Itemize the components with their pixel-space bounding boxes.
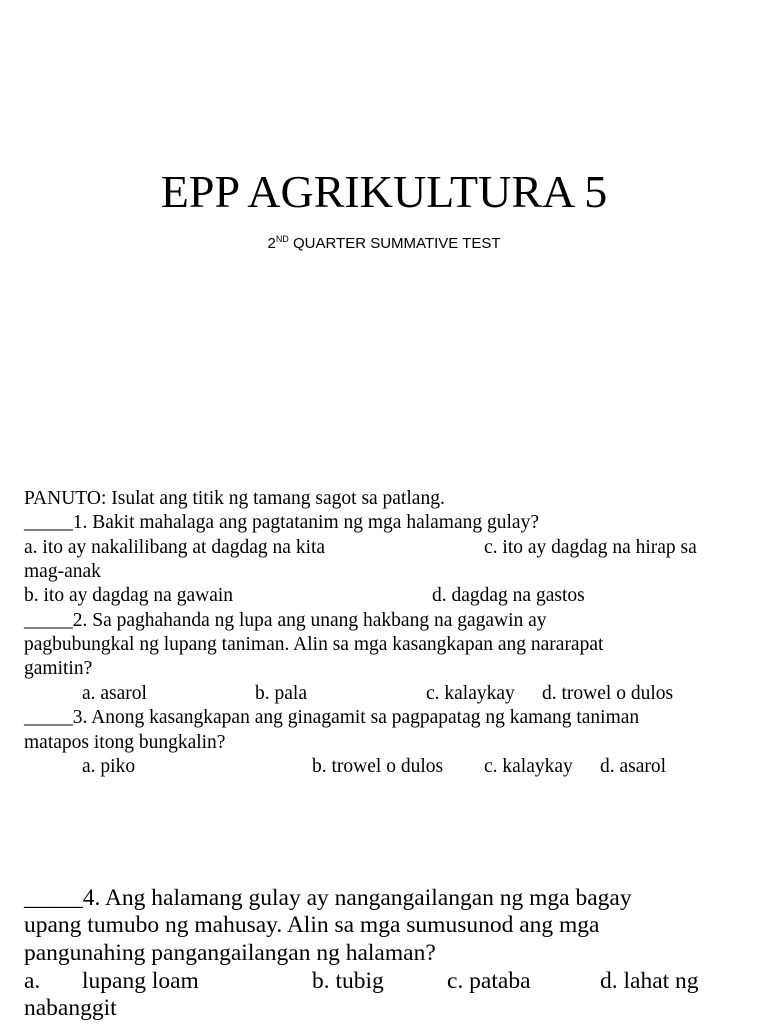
question-1-choice-d: d. dagdag na gastos [432,585,585,606]
page-subtitle [0,229,768,254]
question-2-choice-d: d. trowel o dulos [542,683,674,704]
question-1-choice-a: a. ito ay nakalilibang at dagdag na kita [24,537,326,558]
question-4-choice-a-text: lupang loam [82,968,199,994]
question-4-choice-d-cont: nabanggit [24,995,117,1021]
question-3-choice-a: a. piko [82,756,136,777]
question-3-choice-d: d. asarol [600,756,667,777]
question-2-choice-c: c. kalaykay [426,683,515,704]
question-2-choice-a: a. asarol [82,683,147,704]
quarter-rest: QUARTER SUMMATIVE TEST [288,235,501,252]
question-1-choice-c-cont: mag-anak [24,561,101,582]
quarter-number: 2 [267,235,276,252]
question-3-choice-b: b. trowel o dulos [312,756,444,777]
question-1-choice-c: c. ito ay dagdag na hirap sa [484,537,697,558]
question-4-choice-d: d. lahat ng [600,968,699,994]
question-4-choice-a-letter: a. [24,968,41,994]
question-4-choice-c: c. pataba [447,968,531,994]
question-2-stem-line-3: gamitin? [24,658,93,679]
question-1-stem: _____1. Bakit mahalaga ang pagtatanim ng mga halamang gulay? [24,512,539,533]
question-2-choice-b: b. pala [255,683,307,704]
question-2-stem-line-2: pagbubungkal ng lupang taniman. Alin sa mga kasangkapan ang nararapat [24,634,604,655]
question-4-stem-line-1: _____4. Ang halamang gulay ay nangangailangan ng mga bagay [24,885,632,911]
instructions: PANUTO: Isulat ang titik ng tamang sagot sa patlang. [24,488,445,509]
question-2-stem-line-1: _____2. Sa paghahanda ng lupa ang unang hakbang na gagawin ay [24,610,547,631]
question-3-choice-c: c. kalaykay [484,756,573,777]
page-title: EPP AGRIKULTURA 5 [160,166,608,217]
question-3-stem-line-1: _____3. Anong kasangkapan ang ginagamit sa pagpapatag ng kamang taniman [24,707,640,728]
question-3-stem-line-2: matapos itong bungkalin? [24,732,226,753]
question-4-choice-b: b. tubig [312,968,384,994]
question-1-choice-b: b. ito ay dagdag na gawain [24,585,234,606]
question-4-stem-line-3: pangunahing pangangailangan ng halaman? [24,940,436,966]
quarter-suffix: ND [275,234,289,244]
question-4-stem-line-2: upang tumubo ng mahusay. Alin sa mga sumusunod ang mga [24,912,600,938]
